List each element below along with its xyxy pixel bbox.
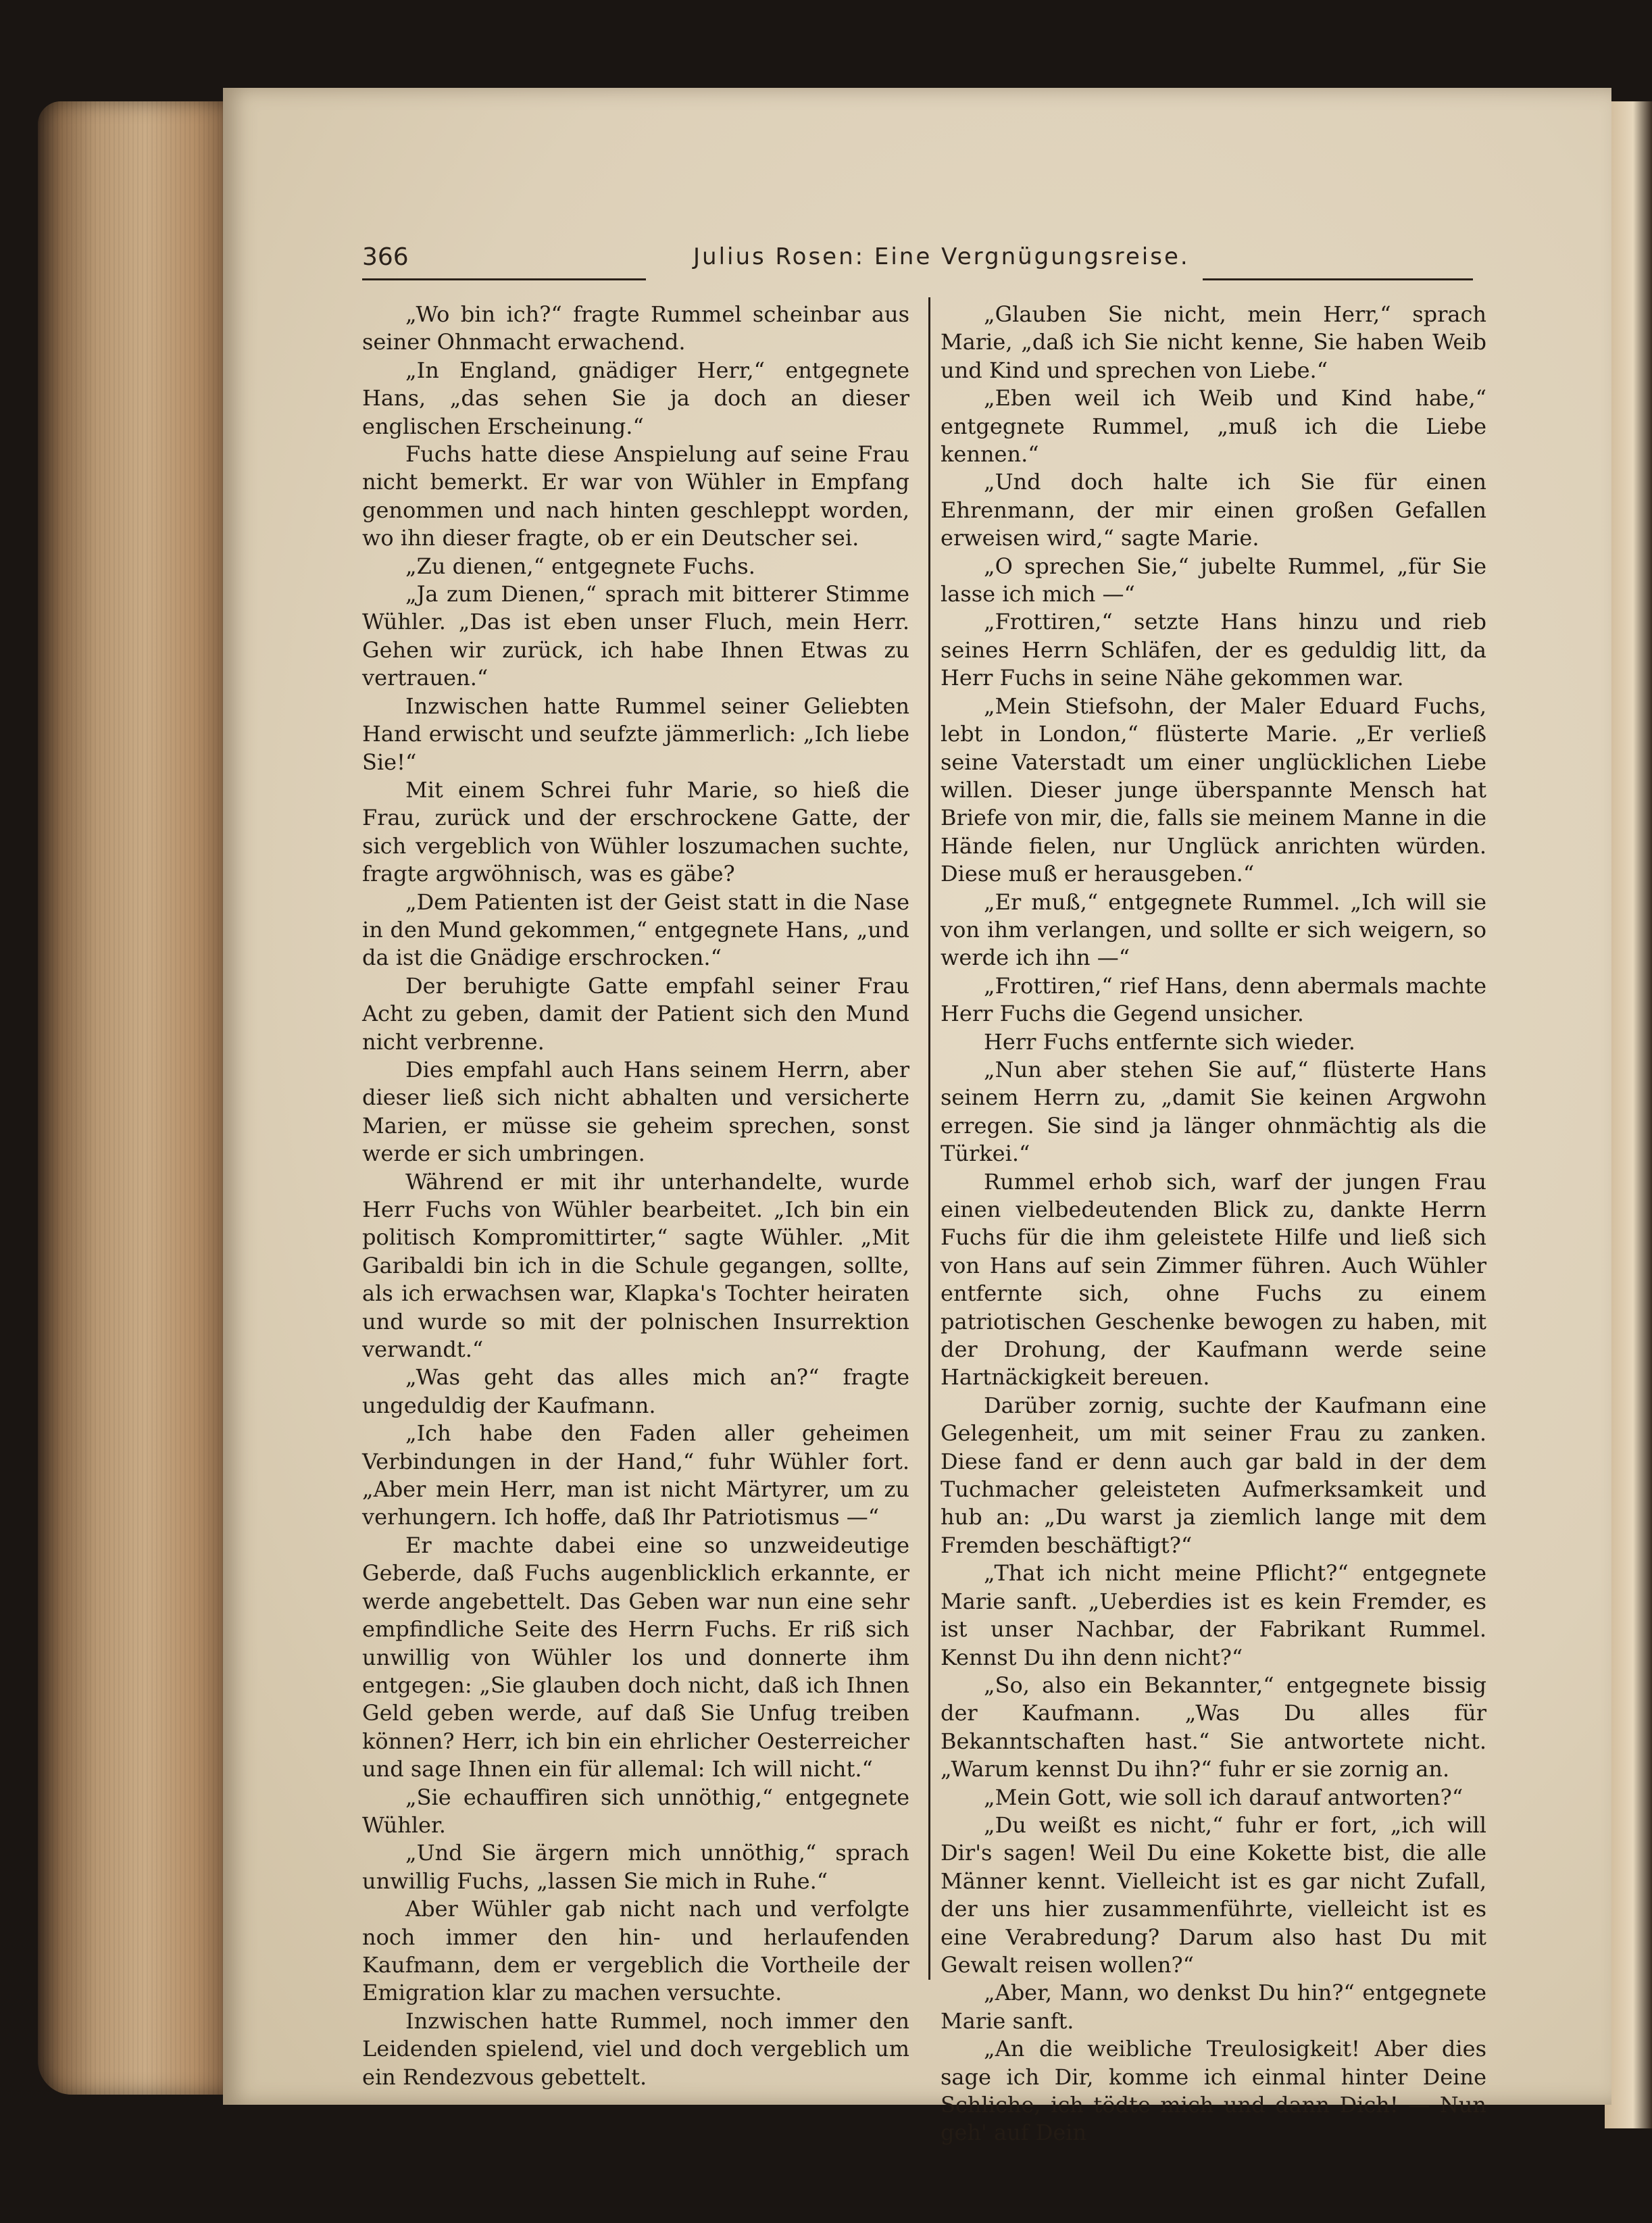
paragraph: Herr Fuchs entfernte sich wieder. <box>984 1028 1355 1055</box>
running-title: Julius Rosen: Eine Vergnügungsreise. <box>693 243 1190 270</box>
paragraph: „An die weibliche Treulosigkeit! Aber dies sage ich Dir, komme ich einmal hinter Deine Schliche, ich tödte mich und dann Dich! — Nun geh' auf Dein <box>941 2036 1486 2146</box>
paragraph: Während er mit ihr unterhandelte, wurde Herr Fuchs von Wühler bearbeitet. „Ich bin ein politisch Kompromittirter,“ sagte Wühler. „Mit Garibaldi bin ich in die Schule gegangen, sollte, als ich erwachsen war, Klapka's Tochter heiraten und wurde so mit der polnischen Insurrektion verwandt.“ <box>362 1168 909 1363</box>
right-column <box>941 301 1486 2147</box>
paragraph: Der beruhigte Gatte empfahl seiner Frau Acht zu geben, damit der Patient sich den Mund nicht verbrenne. <box>362 972 909 1055</box>
paragraph: „Und doch halte ich Sie für einen Ehrenmann, der mir einen großen Gefallen erweisen wird,“ sagte Marie. <box>941 469 1486 551</box>
paragraph: „So, also ein Bekannter,“ entgegnete bissig der Kaufmann. „Was Du alles für Bekanntschaften hast.“ Sie antwortete nicht. „Warum kennst Du ihn?“ fuhr er sie zornig an. <box>941 1672 1486 1782</box>
page-number: 366 <box>362 243 409 271</box>
paragraph: „Aber, Mann, wo denkst Du hin?“ entgegnete Marie sanft. <box>941 1980 1486 2034</box>
paragraph: „Was geht das alles mich an?“ fragte ungeduldig der Kaufmann. <box>362 1364 909 1418</box>
paragraph: „In England, gnädiger Herr,“ entgegnete Hans, „das sehen Sie ja doch an dieser englischen Erscheinung.“ <box>362 357 909 439</box>
paragraph: „Du weißt es nicht,“ fuhr er fort, „ich will Dir's sagen! Weil Du eine Kokette bist, die alle Männer kennt. Vielleicht ist es gar nicht Zufall, der uns hier zusammenführte, vielleicht ist es eine Verabredung? Darum also hast Du mit Gewalt reisen wollen?“ <box>941 1812 1486 1978</box>
paragraph: Fuchs hatte diese Anspielung auf seine Frau nicht bemerkt. Er war von Wühler in Empfang genommen und nach hinten geschleppt worden, wo ihn dieser fragte, ob er ein Deutscher sei. <box>362 441 909 551</box>
paragraph: Er machte dabei eine so unzweideutige Geberde, daß Fuchs augenblicklich erkannte, er werde angebettelt. Das Geben war nun eine sehr empfindliche Seite des Herrn Fuchs. Er riß sich unwillig von Wühler los und donnerte ihm entgegen: „Sie glauben doch nicht, daß ich Ihnen Geld geben werde, auf daß Sie Unfug treiben können? Herr, ich bin ein ehrlicher Oesterreicher und sage Ihnen ein für allemal: Ich will nicht.“ <box>362 1532 909 1782</box>
paragraph: Mit einem Schrei fuhr Marie, so hieß die Frau, zurück und der erschrockene Gatte, der sich vergeblich von Wühler loszumachen suchte, fragte argwöhnisch, was es gäbe? <box>362 776 909 887</box>
paragraph: „Eben weil ich Weib und Kind habe,“ entgegnete Rummel, „muß ich die Liebe kennen.“ <box>941 385 1486 468</box>
paragraph: „Sie echauffiren sich unnöthig,“ entgegnete Wühler. <box>362 1784 909 1838</box>
paragraph: „O sprechen Sie,“ jubelte Rummel, „für Sie lasse ich mich —“ <box>941 553 1486 607</box>
paragraph: „Und Sie ärgern mich unnöthig,“ sprach unwillig Fuchs, „lassen Sie mich in Ruhe.“ <box>362 1840 909 1894</box>
paragraph: Darüber zornig, suchte der Kaufmann eine Gelegenheit, um mit seiner Frau zu zanken. Diese fand er denn auch gar bald in der dem Tuchmacher geleisteten Aufmerksamkeit und hub an: „Du warst ja ziemlich lange mit dem Fremden beschäftigt?“ <box>941 1392 1486 1558</box>
paragraph: „Mein Stiefsohn, der Maler Eduard Fuchs, lebt in London,“ flüsterte Marie. „Er verließ seine Vaterstadt um einer unglücklichen Liebe willen. Dieser junge überspannte Mensch hat Briefe von mir, die, falls sie meinem Manne in die Hände fielen, nur Unglück anrichten würden. Diese muß er herausgeben.“ <box>941 693 1486 887</box>
book-page-stack <box>38 101 234 2095</box>
book-right-edge <box>1605 101 1652 2128</box>
header-rule-left <box>362 278 646 280</box>
header-rule-right <box>1203 278 1473 280</box>
paragraph: Inzwischen hatte Rummel seiner Geliebten Hand erwischt und seufzte jämmerlich: „Ich liebe Sie!“ <box>362 693 909 775</box>
paragraph: „Dem Patienten ist der Geist statt in die Nase in den Mund gekommen,“ entgegnete Hans, „und da ist die Gnädige erschrocken.“ <box>362 889 909 971</box>
paragraph: „Zu dienen,“ entgegnete Fuchs. <box>405 553 755 579</box>
left-column <box>362 301 909 2091</box>
column-separator <box>928 297 930 1980</box>
paragraph: „Ich habe den Faden aller geheimen Verbindungen in der Hand,“ fuhr Wühler fort. „Aber mein Herr, man ist nicht Märtyrer, um zu verhungern. Ich hoffe, daß Ihr Patriotismus —“ <box>362 1420 909 1530</box>
paragraph: „Frottiren,“ setzte Hans hinzu und rieb seines Herrn Schläfen, der es geduldig litt, da Herr Fuchs in seine Nähe gekommen war. <box>941 609 1486 691</box>
paragraph: „Mein Gott, wie soll ich darauf antworten?“ <box>984 1784 1463 1810</box>
page-header <box>362 243 1443 277</box>
paragraph: „Glauben Sie nicht, mein Herr,“ sprach Marie, „daß ich Sie nicht kenne, Sie haben Weib und Kind und sprechen von Liebe.“ <box>941 301 1486 383</box>
paragraph: „Wo bin ich?“ fragte Rummel scheinbar aus seiner Ohnmacht erwachend. <box>362 301 909 355</box>
paragraph: „Er muß,“ entgegnete Rummel. „Ich will sie von ihm verlangen, und sollte er sich weigern, so werde ich ihn —“ <box>941 889 1486 971</box>
paragraph: Aber Wühler gab nicht nach und verfolgte noch immer den hin- und herlaufenden Kaufmann, dem er vergeblich die Vortheile der Emigration klar zu machen versuchte. <box>362 1896 909 2006</box>
paragraph: Inzwischen hatte Rummel, noch immer den Leidenden spielend, viel und doch vergeblich um ein Rendezvous gebettelt. <box>362 2007 909 2090</box>
paragraph: „That ich nicht meine Pflicht?“ entgegnete Marie sanft. „Ueberdies ist es kein Fremder, es ist unser Nachbar, der Fabrikant Rummel. Kennst Du ihn denn nicht?“ <box>941 1560 1486 1670</box>
paragraph: Rummel erhob sich, warf der jungen Frau einen vielbedeutenden Blick zu, dankte Herrn Fuchs für die ihm geleistete Hilfe und ließ sich von Hans auf sein Zimmer führen. Auch Wühler entfernte sich, ohne Fuchs zu einem patriotischen Geschenke bewogen zu haben, mit der Drohung, der Kaufmann werde seine Hartnäckigkeit bereuen. <box>941 1168 1486 1391</box>
paragraph: „Nun aber stehen Sie auf,“ flüsterte Hans seinem Herrn zu, „damit Sie keinen Argwohn erregen. Sie sind ja länger ohnmächtig als die Türkei.“ <box>941 1056 1486 1167</box>
paragraph: Dies empfahl auch Hans seinem Herrn, aber dieser ließ sich nicht abhalten und versicherte Marien, er müsse sie geheim sprechen, sonst werde er sich umbringen. <box>362 1056 909 1167</box>
paragraph: „Ja zum Dienen,“ sprach mit bitterer Stimme Wühler. „Das ist eben unser Fluch, mein Herr. Gehen wir zurück, ich habe Ihnen Etwas zu vertrauen.“ <box>362 581 909 691</box>
paragraph: „Frottiren,“ rief Hans, denn abermals machte Herr Fuchs die Gegend unsicher. <box>941 972 1486 1027</box>
